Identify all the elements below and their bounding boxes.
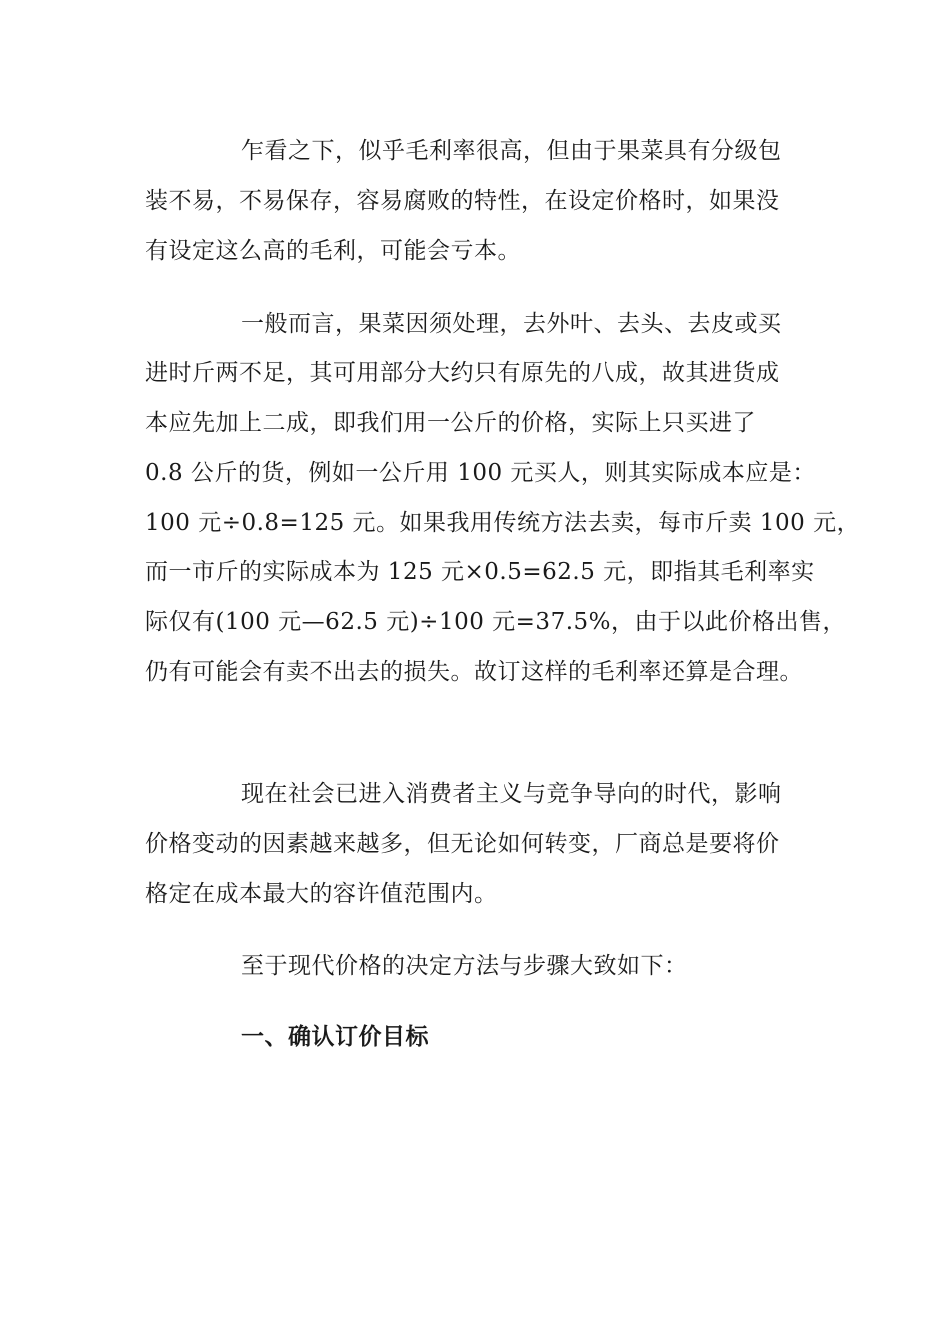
paragraph-2-line-5: 100 元÷0.8=125 元。如果我用传统方法去卖，每市斤卖 100 元， <box>145 510 861 536</box>
paragraph-2-line-8: 仍有可能会有卖不出去的损失。故订这样的毛利率还算是合理。 <box>145 659 803 685</box>
paragraph-1-line-2: 装不易，不易保存，容易腐败的特性，在设定价格时，如果没 <box>145 188 780 214</box>
section-heading-1: 一、确认订价目标 <box>241 1024 429 1050</box>
paragraph-3-line-3: 格定在成本最大的容许值范围内。 <box>145 881 498 907</box>
paragraph-4-line-1: 至于现代价格的决定方法与步骤大致如下： <box>241 953 688 979</box>
paragraph-2-line-2: 进时斤两不足，其可用部分大约只有原先的八成，故其进货成 <box>145 360 780 386</box>
paragraph-2-line-4: 0.8 公斤的货，例如一公斤用 100 元买人，则其实际成本应是： <box>145 460 816 486</box>
paragraph-1-line-1: 乍看之下，似乎毛利率很高，但由于果菜具有分级包 <box>241 138 782 164</box>
paragraph-3-line-1: 现在社会已进入消费者主义与竞争导向的时代，影响 <box>241 781 782 807</box>
paragraph-3-line-2: 价格变动的因素越来越多，但无论如何转变，厂商总是要将价 <box>145 831 780 857</box>
paragraph-1-line-3: 有设定这么高的毛利，可能会亏本。 <box>145 238 521 264</box>
paragraph-2-line-1: 一般而言，果菜因须处理，去外叶、去头、去皮或买 <box>241 311 782 337</box>
paragraph-2-line-3: 本应先加上二成，即我们用一公斤的价格，实际上只买进了 <box>145 410 756 436</box>
paragraph-2-line-7: 际仅有(100 元—62.5 元)÷100 元=37.5%，由于以此价格出售， <box>145 609 846 635</box>
paragraph-2-line-6: 而一市斤的实际成本为 125 元×0.5=62.5 元，即指其毛利率实 <box>145 559 815 585</box>
